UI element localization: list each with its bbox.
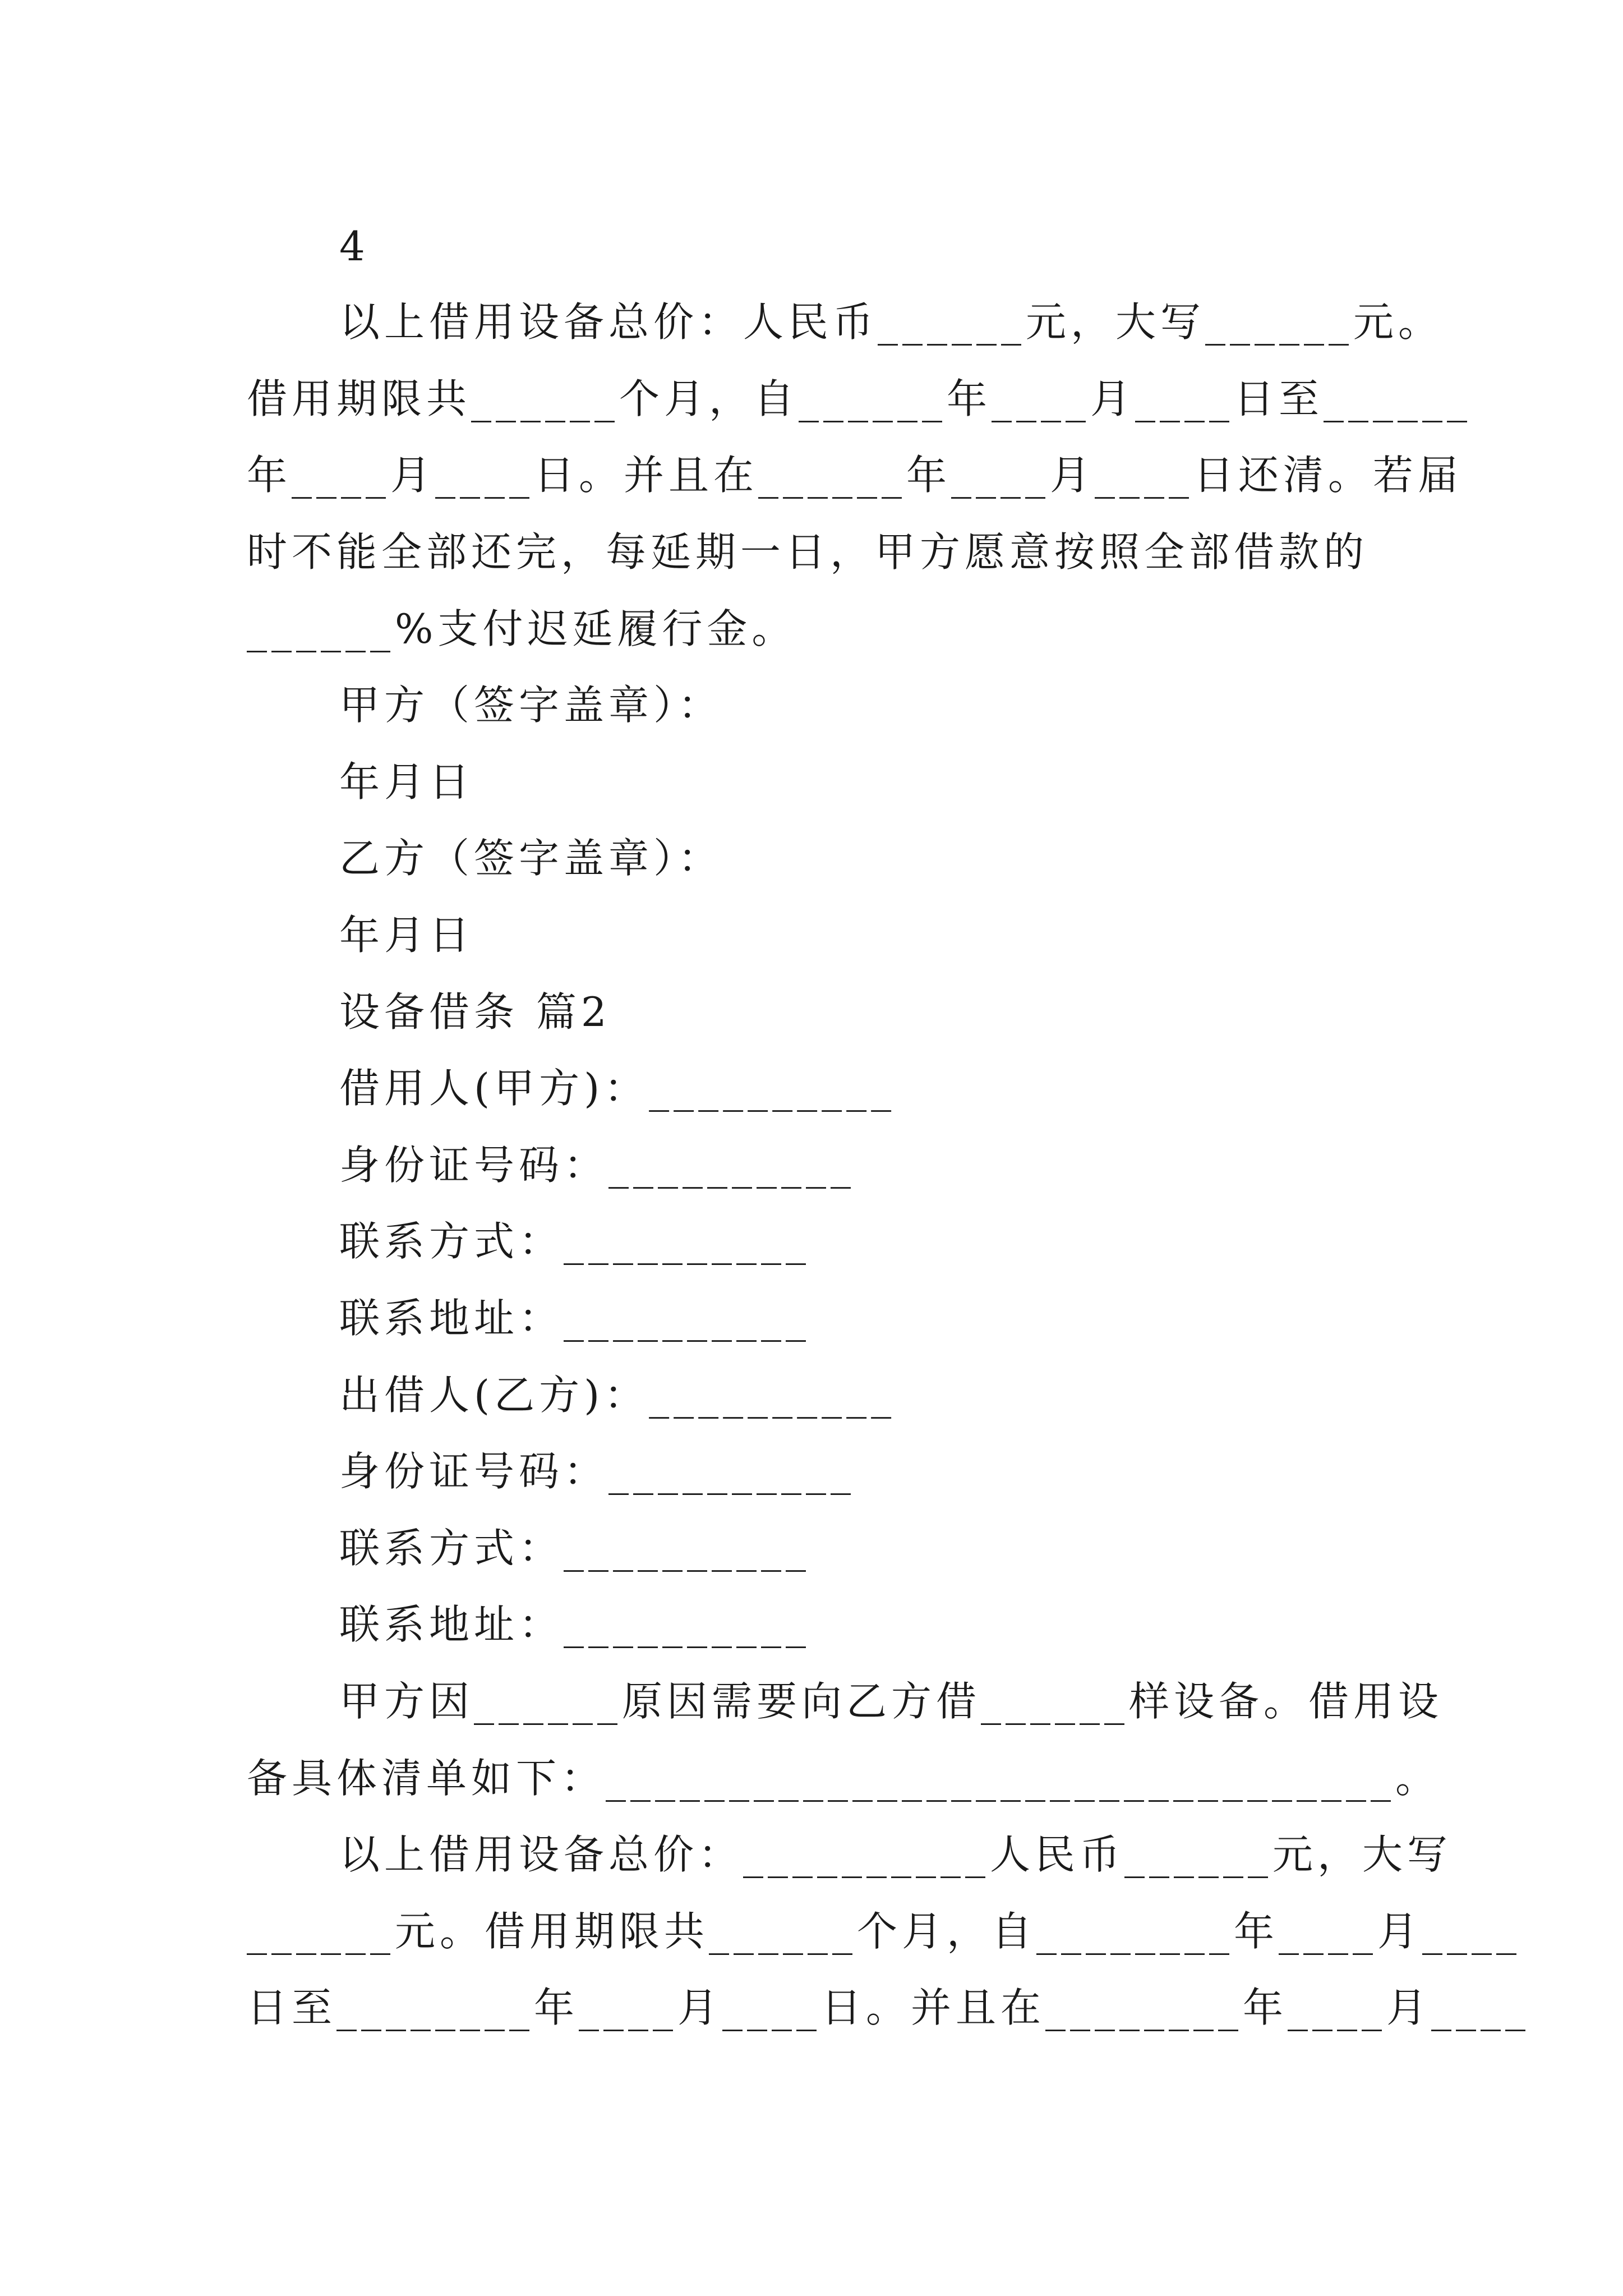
lender-address-line: 联系地址：__________ bbox=[339, 1601, 811, 1648]
borrow-reason-line: 甲方因______原因需要向乙方借______样设备。借用设 bbox=[339, 1678, 1444, 1725]
total-price-line: 以上借用设备总价：人民币______元，大写______元。 bbox=[339, 298, 1444, 346]
borrower-id-line: 身份证号码：__________ bbox=[339, 1142, 856, 1189]
equipment-list-line: 备具体清单如下：________________________________。 bbox=[247, 1755, 1441, 1802]
penalty-rate-line: ______%支付迟延履行金。 bbox=[247, 605, 797, 652]
borrower-address-line: 联系地址：__________ bbox=[339, 1295, 811, 1342]
borrower-line: 借用人(甲方)：__________ bbox=[339, 1065, 896, 1112]
loan-period-line-2: ______元。借用期限共______个月，自________年____月____ bbox=[247, 1908, 1521, 1955]
party-b-date-line: 年月日 bbox=[339, 912, 474, 959]
repayment-date-line-2: 日至________年____月____日。并且在________年____月____ bbox=[247, 1984, 1530, 2031]
party-b-signature-line: 乙方（签字盖章）： bbox=[339, 835, 723, 882]
section-heading: 设备借条 篇2 bbox=[339, 988, 611, 1036]
borrower-contact-line: 联系方式：__________ bbox=[339, 1218, 811, 1265]
total-price-line-2: 以上借用设备总价：__________人民币______元，大写 bbox=[339, 1831, 1453, 1878]
party-a-date-line: 年月日 bbox=[339, 758, 474, 806]
penalty-clause-line: 时不能全部还完，每延期一日，甲方愿意按照全部借款的 bbox=[247, 528, 1369, 576]
party-a-signature-line: 甲方（签字盖章）： bbox=[339, 682, 723, 729]
lender-id-line: 身份证号码：__________ bbox=[339, 1448, 856, 1495]
repayment-date-line: 年____月____日。并且在______年____月____日还清。若届 bbox=[247, 452, 1463, 499]
lender-line: 出借人(乙方)：__________ bbox=[339, 1372, 896, 1419]
page-number-line: 4 bbox=[339, 223, 370, 270]
loan-period-line: 借用期限共______个月，自______年____月____日至______ bbox=[247, 375, 1472, 422]
lender-contact-line: 联系方式：__________ bbox=[339, 1525, 811, 1572]
